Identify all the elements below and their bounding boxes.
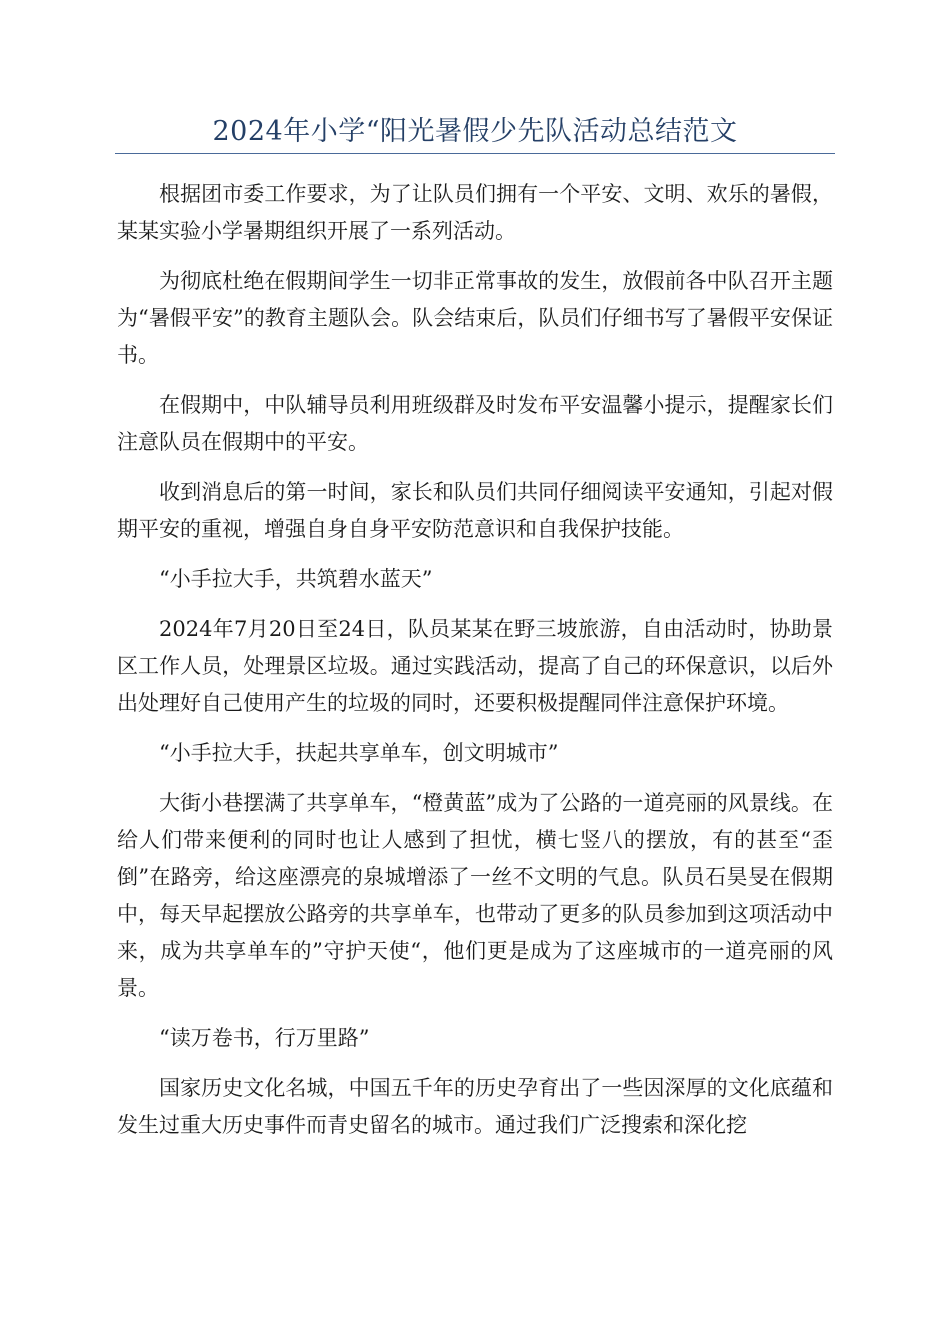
paragraph-environment: 2024年7月20日至24日，队员某某在野三坡旅游，自由活动时，协助景区工作人员，处理景区垃圾。通过实践活动，提高了自己的环保意识，以后外出处理好自己使用产生的垃圾的同时，还要积极提醒同伴注意保护环境。	[117, 617, 833, 715]
paragraph-safety-tips: 在假期中，中队辅导员利用班级群及时发布平安温馨小提示，提醒家长们注意队员在假期中的平安。	[117, 393, 833, 454]
section-heading-environment: “小手拉大手，共筑碧水蓝天”	[159, 567, 433, 591]
section-heading-shared-bikes: “小手拉大手，扶起共享单车，创文明城市”	[159, 741, 559, 765]
paragraph-parents-response: 收到消息后的第一时间，家长和队员们共同仔细阅读平安通知，引起对假期平安的重视，增强自身自身平安防范意识和自我保护技能。	[117, 480, 833, 541]
document-body	[117, 176, 833, 1157]
title-underline	[115, 153, 835, 154]
paragraph-safety-meeting: 为彻底杜绝在假期间学生一切非正常事故的发生，放假前各中队召开主题为“暑假平安”的教育主题队会。队会结束后，队员们仔细书写了暑假平安保证书。	[117, 269, 833, 367]
paragraph-intro: 根据团市委工作要求，为了让队员们拥有一个平安、文明、欢乐的暑假，某某实验小学暑期组织开展了一系列活动。	[117, 182, 833, 243]
paragraph-reading: 国家历史文化名城，中国五千年的历史孕育出了一些因深厚的文化底蕴和发生过重大历史事件而青史留名的城市。通过我们广泛搜索和深化挖	[117, 1076, 833, 1137]
document-title: 2024年小学“阳光暑假少先队活动总结范文	[212, 116, 738, 147]
paragraph-shared-bikes: 大街小巷摆满了共享单车，“橙黄蓝”成为了公路的一道亮丽的风景线。在给人们带来便利的同时也让人感到了担忧，横七竖八的摆放，有的甚至“歪倒”在路旁，给这座漂亮的泉城增添了一丝不文明的气息。队员石昊旻在假期中，每天早起摆放公路旁的共享单车，也带动了更多的队员参加到这项活动中来，成为共享单车的”守护天使“，他们更是成为了这座城市的一道亮丽的风景。	[117, 791, 833, 1000]
section-heading-reading: “读万卷书，行万里路”	[159, 1026, 370, 1050]
